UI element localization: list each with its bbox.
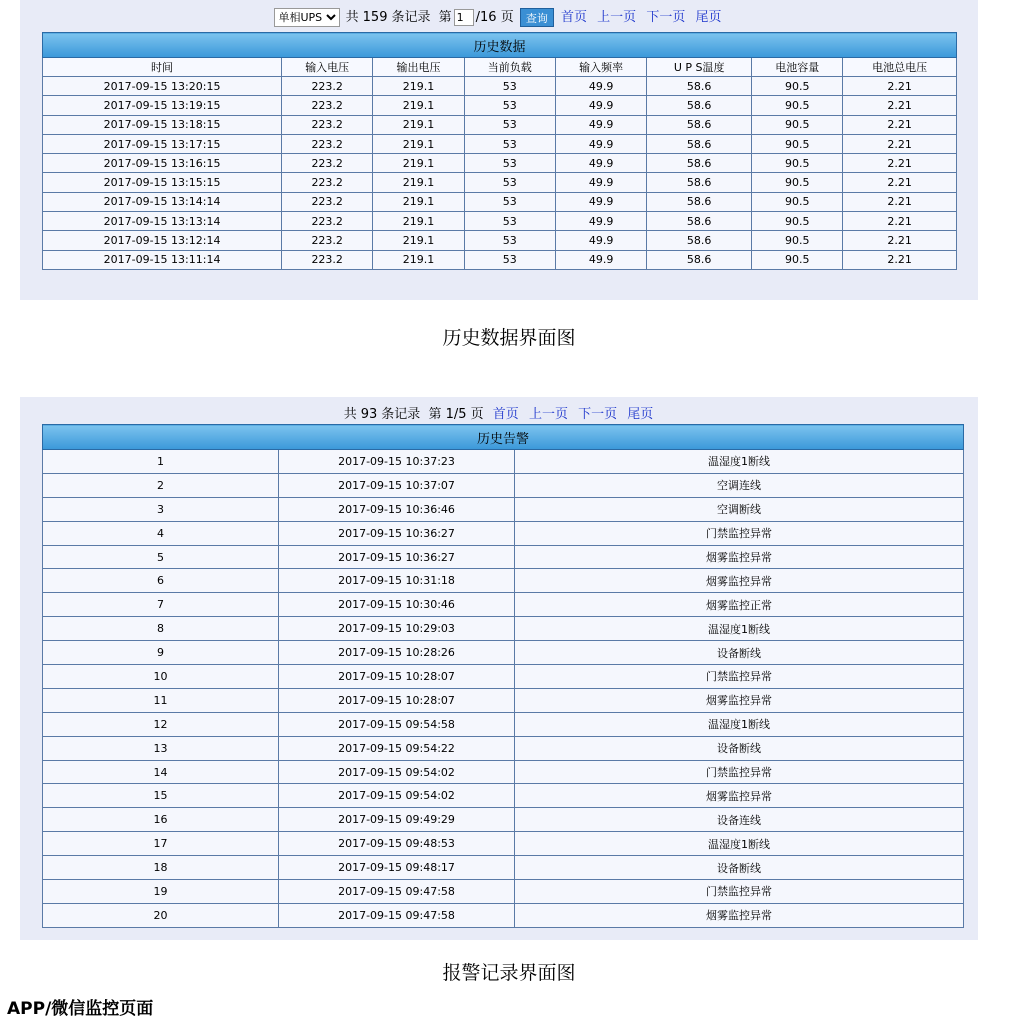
- table-cell: 温湿度1断线: [515, 450, 964, 474]
- column-header: 电池容量: [752, 58, 843, 77]
- table-cell: 90.5: [752, 115, 843, 134]
- table-row: [43, 688, 964, 712]
- table-row: [43, 173, 957, 192]
- total-prefix: 共: [345, 10, 359, 25]
- table-cell: 设备连线: [515, 808, 964, 832]
- table-cell: 4: [43, 521, 279, 545]
- table-cell: 90.5: [752, 77, 843, 96]
- table-cell: 58.6: [647, 250, 752, 269]
- table-cell: 3: [43, 497, 279, 521]
- table-row: [43, 712, 964, 736]
- table-cell: 223.2: [282, 134, 373, 153]
- table-cell: 53: [464, 115, 555, 134]
- table-cell: 空调断线: [515, 497, 964, 521]
- table-cell: 2017-09-15 10:37:07: [279, 473, 515, 497]
- alarm-prev-page-link[interactable]: 上一页: [528, 407, 568, 422]
- table-cell: 219.1: [373, 231, 464, 250]
- table-row: [43, 192, 957, 211]
- table-row: [43, 641, 964, 665]
- table-cell: 2.21: [843, 115, 957, 134]
- table-cell: 5: [43, 545, 279, 569]
- table-cell: 2.21: [843, 77, 957, 96]
- table-cell: 223.2: [282, 173, 373, 192]
- first-page-link[interactable]: 首页: [561, 10, 588, 25]
- alarm-first-page-link[interactable]: 首页: [492, 407, 519, 422]
- table-cell: 53: [464, 77, 555, 96]
- table-cell: 门禁监控异常: [515, 760, 964, 784]
- table-cell: 49.9: [555, 154, 646, 173]
- total-count: 159: [362, 10, 388, 25]
- table-cell: 90.5: [752, 192, 843, 211]
- table-cell: 223.2: [282, 77, 373, 96]
- column-header: 输入电压: [282, 58, 373, 77]
- table-cell: 烟雾监控异常: [515, 784, 964, 808]
- table-cell: 2017-09-15 09:48:17: [279, 856, 515, 880]
- alarm-pagination-toolbar: [20, 404, 978, 426]
- table-cell: 2017-09-15 10:37:23: [279, 450, 515, 474]
- table-cell: 设备断线: [515, 641, 964, 665]
- table-cell: 49.9: [555, 173, 646, 192]
- table-cell: 2017-09-15 09:47:58: [279, 903, 515, 927]
- table-row: [43, 497, 964, 521]
- last-page-link[interactable]: 尾页: [695, 10, 722, 25]
- page-number-input[interactable]: [454, 9, 474, 26]
- table-cell: 18: [43, 856, 279, 880]
- table-cell: 53: [464, 173, 555, 192]
- table-row: [43, 115, 957, 134]
- table-row: [43, 521, 964, 545]
- table-cell: 2017-09-15 09:54:02: [279, 784, 515, 808]
- table-cell: 烟雾监控异常: [515, 688, 964, 712]
- table-cell: 223.2: [282, 231, 373, 250]
- history-table-header: [43, 58, 957, 77]
- table-row: [43, 760, 964, 784]
- table-cell: 11: [43, 688, 279, 712]
- table-cell: 58.6: [647, 212, 752, 231]
- table-cell: 2: [43, 473, 279, 497]
- table-cell: 53: [464, 134, 555, 153]
- table-cell: 8: [43, 617, 279, 641]
- table-cell: 90.5: [752, 134, 843, 153]
- alarm-total-prefix: 共: [343, 407, 357, 422]
- prev-page-link[interactable]: 上一页: [597, 10, 637, 25]
- table-cell: 烟雾监控异常: [515, 545, 964, 569]
- table-cell: 2.21: [843, 154, 957, 173]
- table-cell: 12: [43, 712, 279, 736]
- table-cell: 90.5: [752, 96, 843, 115]
- total-suffix: 条记录: [391, 10, 431, 25]
- alarm-total-count: 93: [360, 407, 378, 422]
- query-button[interactable]: 查询: [520, 8, 554, 27]
- table-cell: 2017-09-15 09:48:53: [279, 832, 515, 856]
- table-cell: 2.21: [843, 212, 957, 231]
- table-cell: 223.2: [282, 250, 373, 269]
- table-cell: 设备断线: [515, 856, 964, 880]
- table-cell: 2017-09-15 13:17:15: [43, 134, 282, 153]
- table-cell: 2017-09-15 13:16:15: [43, 154, 282, 173]
- table-cell: 门禁监控异常: [515, 521, 964, 545]
- table-cell: 10: [43, 665, 279, 689]
- table-cell: 19: [43, 880, 279, 904]
- table-cell: 门禁监控异常: [515, 880, 964, 904]
- table-cell: 58.6: [647, 115, 752, 134]
- table-cell: 2017-09-15 10:30:46: [279, 593, 515, 617]
- alarm-table-body: [43, 450, 964, 928]
- alarm-last-page-link[interactable]: 尾页: [627, 407, 654, 422]
- table-cell: 17: [43, 832, 279, 856]
- table-cell: 设备断线: [515, 736, 964, 760]
- alarm-next-page-link[interactable]: 下一页: [578, 407, 618, 422]
- alarm-total-suffix: 条记录: [381, 407, 421, 422]
- table-cell: 219.1: [373, 192, 464, 211]
- table-cell: 2017-09-15 13:14:14: [43, 192, 282, 211]
- table-cell: 2017-09-15 13:15:15: [43, 173, 282, 192]
- history-figure-caption: 历史数据界面图: [442, 327, 576, 349]
- table-cell: 90.5: [752, 231, 843, 250]
- table-cell: 58.6: [647, 192, 752, 211]
- page-suffix: /16 页: [475, 10, 514, 25]
- table-cell: 223.2: [282, 96, 373, 115]
- history-table-title: 历史数据: [43, 33, 957, 58]
- table-cell: 58.6: [647, 96, 752, 115]
- table-cell: 2.21: [843, 192, 957, 211]
- history-pagination-toolbar: [20, 7, 978, 29]
- table-cell: 90.5: [752, 173, 843, 192]
- table-cell: 223.2: [282, 212, 373, 231]
- table-cell: 53: [464, 250, 555, 269]
- table-cell: 53: [464, 192, 555, 211]
- table-cell: 2017-09-15 09:54:02: [279, 760, 515, 784]
- page-prefix: 第: [438, 10, 452, 25]
- table-row: [43, 617, 964, 641]
- table-cell: 2017-09-15 09:49:29: [279, 808, 515, 832]
- table-cell: 2017-09-15 13:18:15: [43, 115, 282, 134]
- table-cell: 49.9: [555, 192, 646, 211]
- table-cell: 6: [43, 569, 279, 593]
- history-data-panel: [20, 0, 978, 300]
- history-alarm-panel: [20, 397, 978, 940]
- table-cell: 2017-09-15 09:54:22: [279, 736, 515, 760]
- table-cell: 53: [464, 96, 555, 115]
- history-data-table: [42, 32, 957, 270]
- table-cell: 温湿度1断线: [515, 617, 964, 641]
- table-cell: 53: [464, 154, 555, 173]
- table-cell: 2017-09-15 09:47:58: [279, 880, 515, 904]
- table-cell: 58.6: [647, 134, 752, 153]
- next-page-link[interactable]: 下一页: [646, 10, 686, 25]
- table-cell: 49.9: [555, 231, 646, 250]
- table-cell: 223.2: [282, 154, 373, 173]
- table-cell: 温湿度1断线: [515, 832, 964, 856]
- table-cell: 2.21: [843, 134, 957, 153]
- table-row: [43, 784, 964, 808]
- table-cell: 53: [464, 212, 555, 231]
- table-cell: 90.5: [752, 154, 843, 173]
- history-table-body: [43, 77, 957, 270]
- table-cell: 58.6: [647, 231, 752, 250]
- table-row: [43, 808, 964, 832]
- table-cell: 219.1: [373, 77, 464, 96]
- table-cell: 90.5: [752, 212, 843, 231]
- column-header: 当前负载: [464, 58, 555, 77]
- table-row: [43, 903, 964, 927]
- history-alarm-table: [42, 424, 964, 928]
- alarm-table-title: 历史告警: [43, 425, 964, 450]
- table-cell: 15: [43, 784, 279, 808]
- table-cell: 219.1: [373, 154, 464, 173]
- table-row: [43, 569, 964, 593]
- table-cell: 2017-09-15 13:13:14: [43, 212, 282, 231]
- table-cell: 9: [43, 641, 279, 665]
- table-cell: 2.21: [843, 173, 957, 192]
- table-cell: 2017-09-15 10:28:26: [279, 641, 515, 665]
- table-row: [43, 134, 957, 153]
- table-cell: 1: [43, 450, 279, 474]
- table-cell: 温湿度1断线: [515, 712, 964, 736]
- table-row: [43, 212, 957, 231]
- table-cell: 空调连线: [515, 473, 964, 497]
- table-row: [43, 665, 964, 689]
- table-row: [43, 856, 964, 880]
- table-cell: 2017-09-15 13:12:14: [43, 231, 282, 250]
- table-cell: 烟雾监控异常: [515, 903, 964, 927]
- table-cell: 219.1: [373, 250, 464, 269]
- table-cell: 223.2: [282, 115, 373, 134]
- table-cell: 14: [43, 760, 279, 784]
- table-cell: 49.9: [555, 115, 646, 134]
- table-cell: 219.1: [373, 212, 464, 231]
- column-header: 输出电压: [373, 58, 464, 77]
- table-cell: 90.5: [752, 250, 843, 269]
- table-cell: 2.21: [843, 96, 957, 115]
- table-row: [43, 545, 964, 569]
- table-cell: 7: [43, 593, 279, 617]
- table-cell: 219.1: [373, 96, 464, 115]
- table-cell: 58.6: [647, 173, 752, 192]
- table-row: [43, 593, 964, 617]
- table-cell: 49.9: [555, 250, 646, 269]
- table-cell: 20: [43, 903, 279, 927]
- table-cell: 223.2: [282, 192, 373, 211]
- table-cell: 49.9: [555, 212, 646, 231]
- table-cell: 219.1: [373, 115, 464, 134]
- table-row: [43, 250, 957, 269]
- table-cell: 49.9: [555, 96, 646, 115]
- alarm-page-text: 第 1/5 页: [428, 407, 484, 422]
- table-cell: 219.1: [373, 134, 464, 153]
- table-cell: 53: [464, 231, 555, 250]
- table-cell: 2017-09-15 13:11:14: [43, 250, 282, 269]
- table-cell: 58.6: [647, 154, 752, 173]
- table-cell: 2.21: [843, 250, 957, 269]
- table-cell: 烟雾监控异常: [515, 569, 964, 593]
- table-row: [43, 880, 964, 904]
- table-cell: 2017-09-15 10:31:18: [279, 569, 515, 593]
- table-cell: 2017-09-15 10:36:27: [279, 545, 515, 569]
- column-header: U P S温度: [647, 58, 752, 77]
- table-row: [43, 832, 964, 856]
- table-cell: 2017-09-15 10:36:27: [279, 521, 515, 545]
- table-cell: 2017-09-15 13:20:15: [43, 77, 282, 96]
- table-cell: 2017-09-15 10:28:07: [279, 688, 515, 712]
- alarm-figure-caption: 报警记录界面图: [442, 962, 576, 984]
- table-row: [43, 450, 964, 474]
- table-cell: 2017-09-15 09:54:58: [279, 712, 515, 736]
- table-row: [43, 473, 964, 497]
- table-cell: 49.9: [555, 77, 646, 96]
- table-cell: 2017-09-15 13:19:15: [43, 96, 282, 115]
- table-cell: 2.21: [843, 231, 957, 250]
- table-cell: 2017-09-15 10:28:07: [279, 665, 515, 689]
- table-cell: 门禁监控异常: [515, 665, 964, 689]
- table-row: [43, 736, 964, 760]
- table-cell: 49.9: [555, 134, 646, 153]
- column-header: 输入频率: [555, 58, 646, 77]
- table-row: [43, 77, 957, 96]
- table-cell: 13: [43, 736, 279, 760]
- section-heading: APP/微信监控页面: [7, 999, 154, 1019]
- table-cell: 16: [43, 808, 279, 832]
- column-header: 电池总电压: [843, 58, 957, 77]
- table-row: [43, 154, 957, 173]
- table-cell: 58.6: [647, 77, 752, 96]
- column-header: 时间: [43, 58, 282, 77]
- table-cell: 2017-09-15 10:29:03: [279, 617, 515, 641]
- ups-type-select[interactable]: [274, 8, 340, 27]
- table-cell: 219.1: [373, 173, 464, 192]
- table-row: [43, 96, 957, 115]
- table-row: [43, 231, 957, 250]
- table-cell: 2017-09-15 10:36:46: [279, 497, 515, 521]
- table-cell: 烟雾监控正常: [515, 593, 964, 617]
